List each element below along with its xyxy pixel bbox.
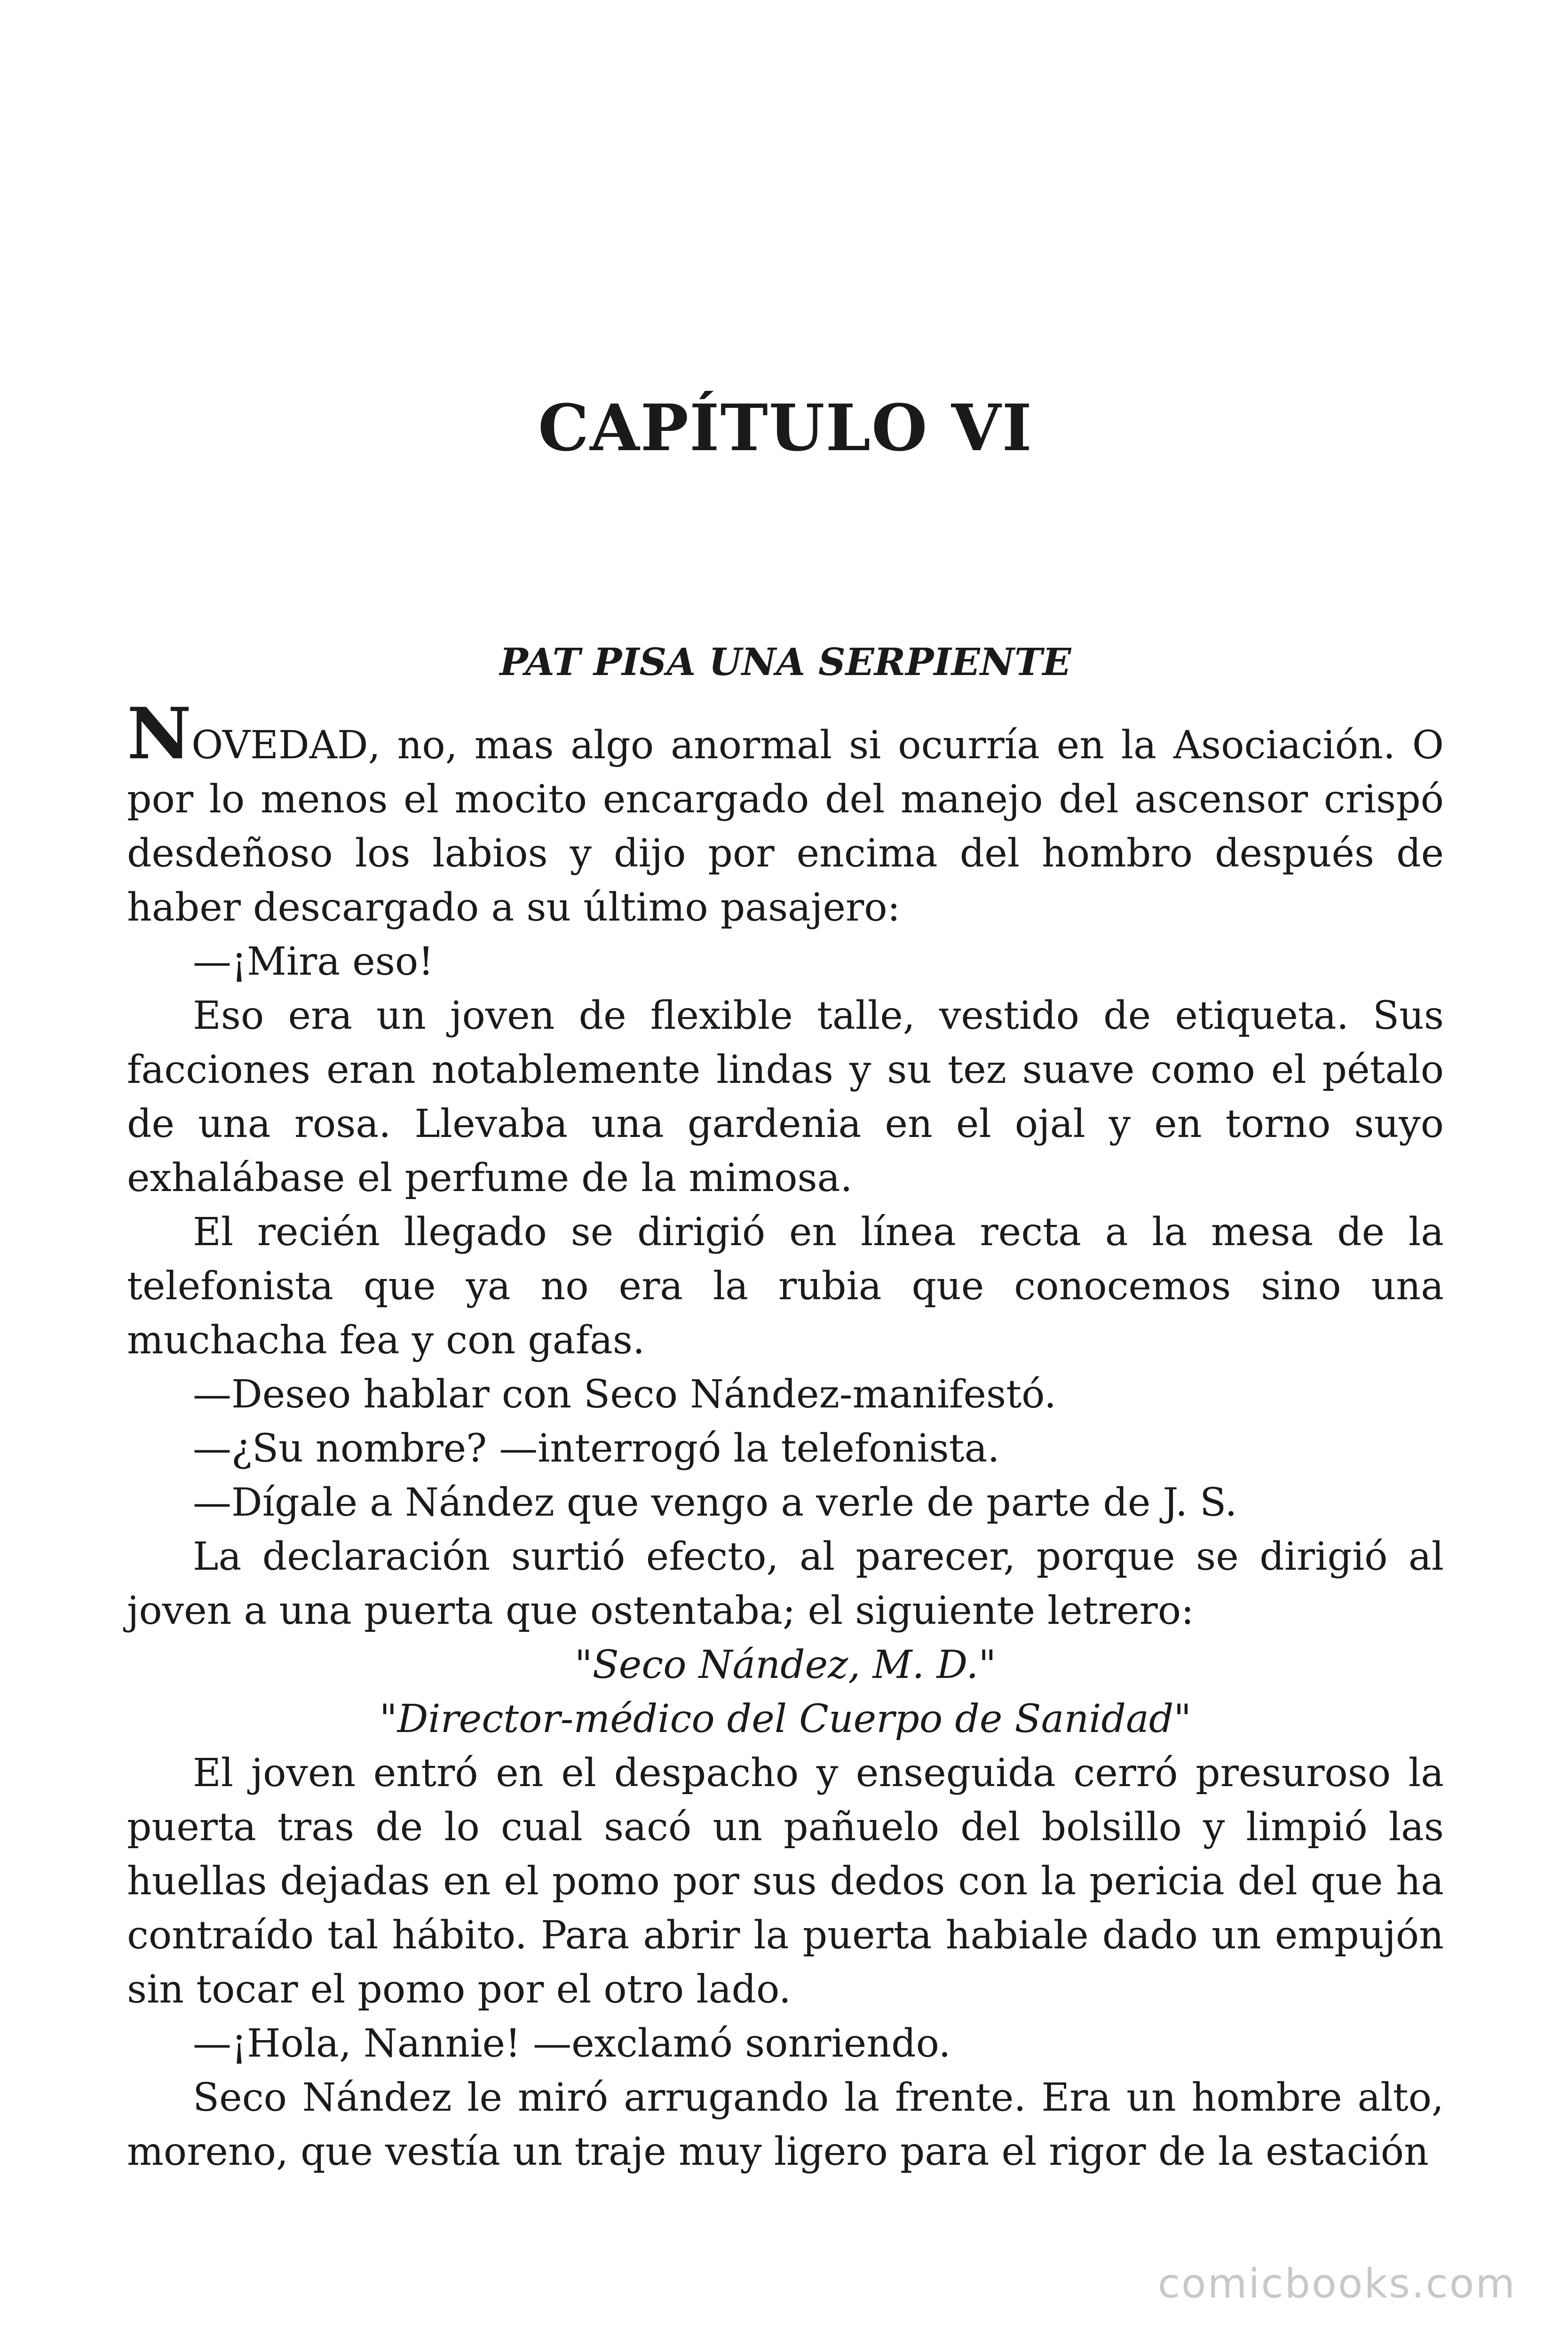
paragraph: La declaración surtió efecto, al parecer, porque se dirigió al joven a una puerta que ostentaba; el siguiente letrero:: [127, 1534, 1444, 1633]
opening-paragraph: [127, 692, 1444, 935]
drop-cap: N: [127, 692, 192, 775]
opening-text: , no, mas algo anormal si ocurría en la Asociación. O por lo menos el mocito encargado del manejo del ascensor crispó desdeñoso los labios y dijo por encima del hombro después de haber descargado a su último pasajero:: [127, 723, 1444, 930]
paragraph: Seco Nández le miró arrugando la frente. Era un hombre alto, moreno, que vestía un traje muy ligero para el rigor de la estación: [127, 2075, 1444, 2174]
page-body: [127, 692, 1444, 2179]
paragraph: —Deseo hablar con Seco Nández-manifestó.: [193, 1372, 1057, 1417]
paragraph: El joven entró en el despacho y enseguida cerró presuroso la puerta tras de lo cual sacó un pañuelo del bolsillo y limpió las huellas dejadas en el pomo por sus dedos con la pericia del que ha contraído tal hábito. Para abrir la puerta habiale dado un empujón sin tocar el pomo por el otro lado.: [127, 1751, 1444, 2012]
paragraph: El recién llegado se dirigió en línea recta a la mesa de la telefonista que ya no era la rubia que conocemos sino una muchacha fea y con gafas.: [127, 1210, 1444, 1363]
paragraph: —Dígale a Nández que vengo a verle de parte de J. S.: [193, 1480, 1237, 1525]
paragraph: —¡Hola, Nannie! —exclamó sonriendo.: [193, 2021, 951, 2066]
sign-line: "Seco Nández, M. D.": [574, 1643, 997, 1687]
paragraph: —¡Mira eso!: [193, 939, 434, 984]
book-page: [127, 0, 1444, 2352]
opening-smallcaps: OVEDAD: [191, 723, 368, 768]
paragraph: Eso era un joven de flexible talle, vestido de etiqueta. Sus facciones eran notablemente lindas y su tez suave como el pétalo de una rosa. Llevaba una gardenia en el ojal y en torno suyo exhalábase el perfume de la mimosa.: [127, 993, 1444, 1200]
chapter-title: CAPÍTULO VI: [538, 390, 1033, 466]
section-title: PAT PISA UNA SERPIENTE: [499, 640, 1071, 684]
watermark: comicbooks.com: [1157, 2260, 1516, 2307]
sign-line: "Director-médico del Cuerpo de Sanidad": [379, 1697, 1192, 1741]
paragraph: —¿Su nombre? —interrogó la telefonista.: [193, 1426, 1000, 1471]
